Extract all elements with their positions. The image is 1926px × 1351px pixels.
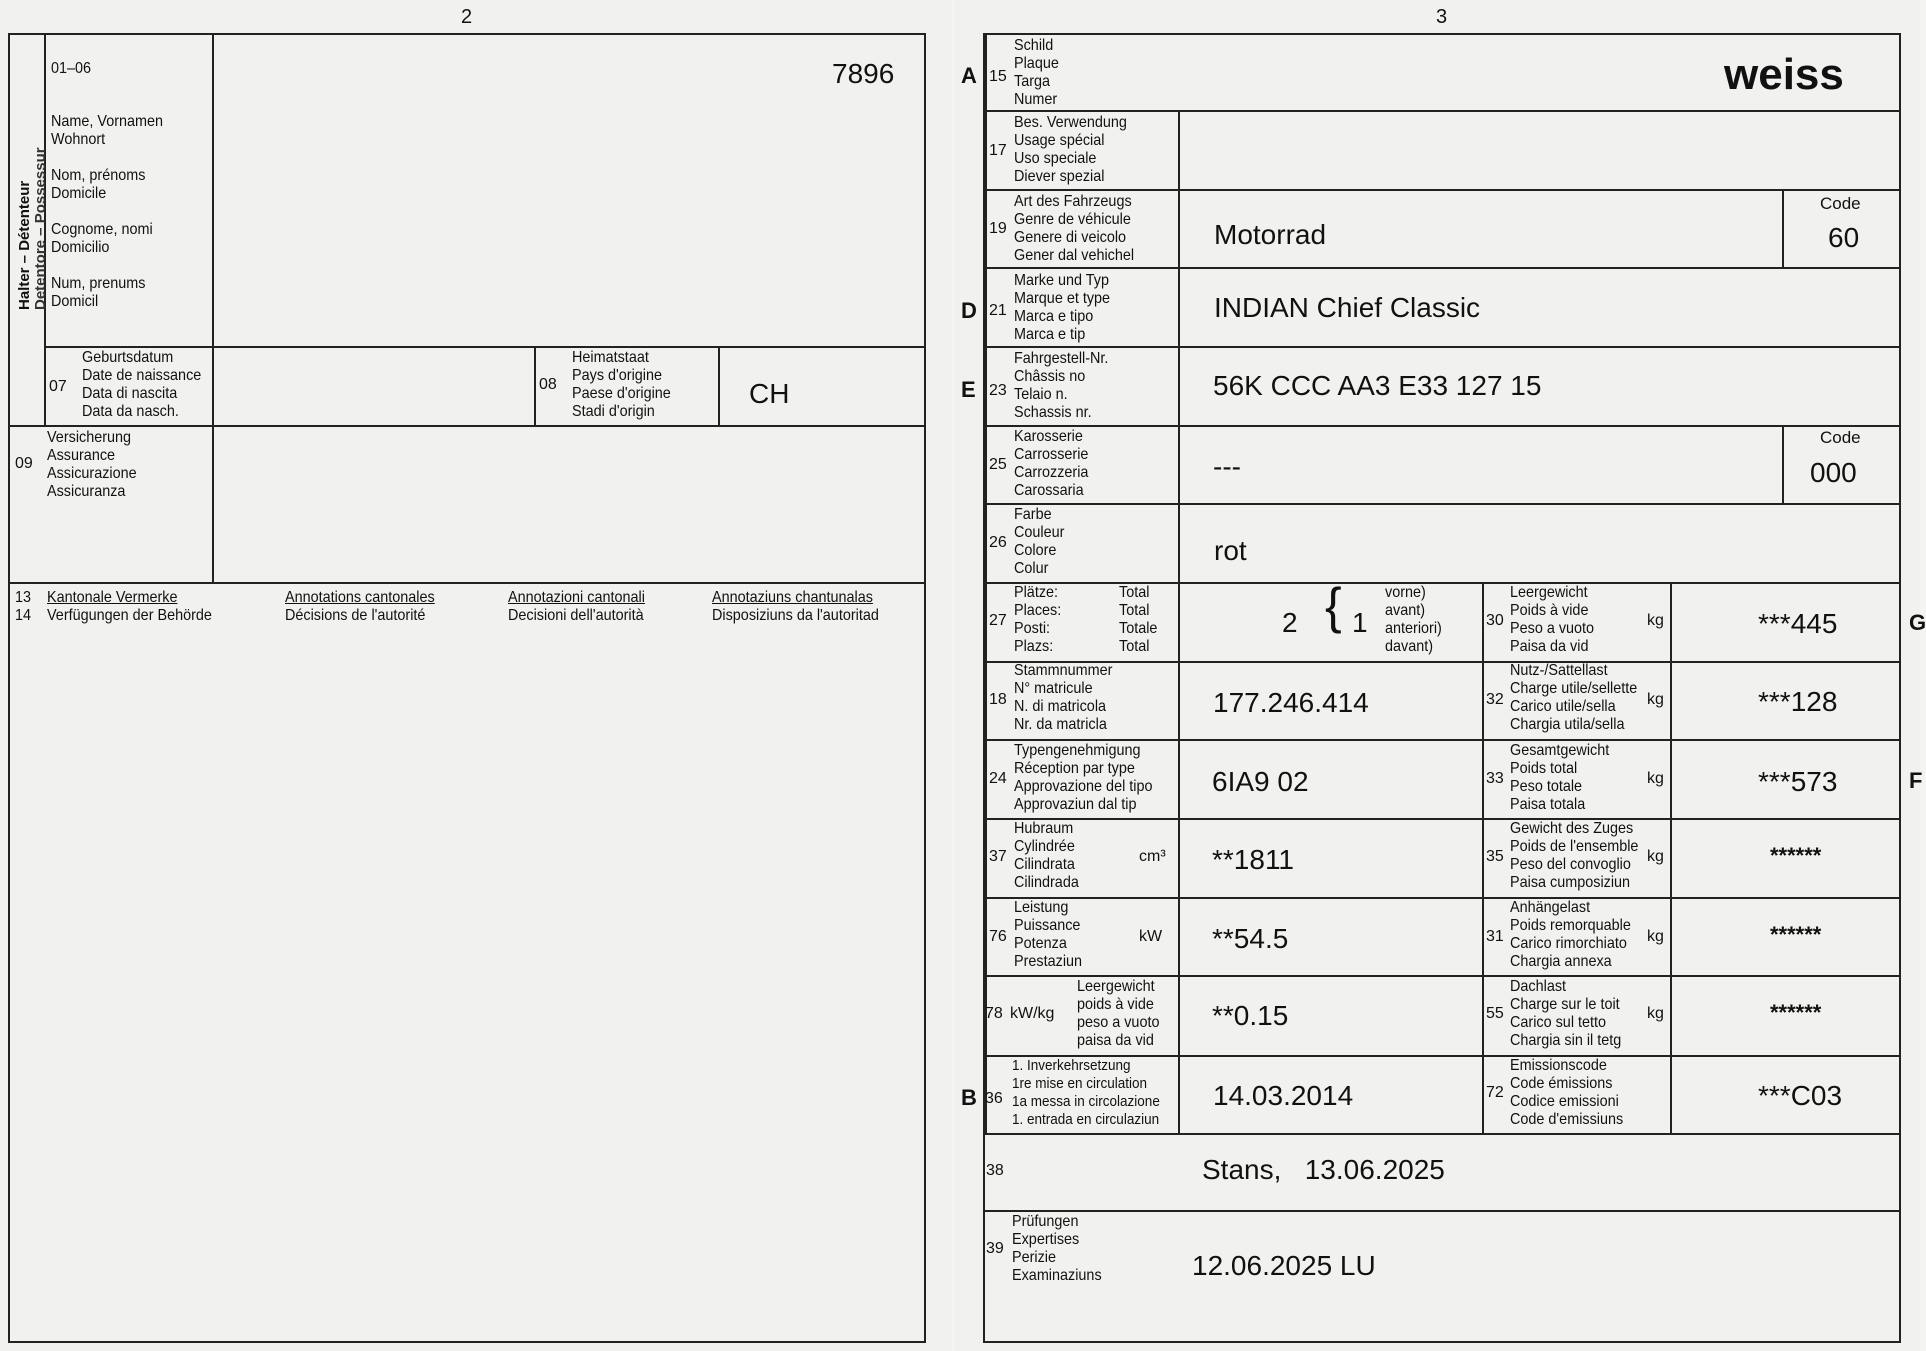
annotation-num-14: 14 — [15, 607, 32, 624]
row-letter-e: E — [961, 377, 976, 402]
frame-right — [1899, 33, 1901, 1343]
row-line — [983, 1341, 1899, 1343]
insurance-label-rm: Assicuranza — [47, 483, 126, 500]
page-number: 3 — [1436, 6, 1448, 28]
chassis-value: 56K CCC AA3 E33 127 15 — [1213, 370, 1542, 401]
right-page — [955, 0, 1926, 1351]
field-number-17: 17 — [989, 142, 1007, 159]
annotation-it-13: Annotazioni cantonali — [508, 589, 645, 606]
holder-residence-de: Wohnort — [51, 131, 106, 148]
label-column-divider — [1178, 110, 1180, 1133]
insurance-label-fr: Assurance — [47, 447, 116, 464]
birth-bottom-line — [8, 425, 926, 427]
field-number-39: 39 — [986, 1240, 1004, 1257]
power-label: Leistung Puissance Potenza Prestaziun — [1014, 899, 1083, 970]
annotation-num-13: 13 — [15, 589, 32, 606]
row-line — [983, 189, 1899, 191]
birth-label-de: Geburtsdatum — [82, 349, 174, 366]
first-registration-label: 1. Inverkehrsetzung 1re mise en circulation 1a messa in circolazione 1. entrada en circulaziun — [1012, 1057, 1160, 1128]
field-number-25: 25 — [989, 456, 1007, 473]
empty-weight-value: ***445 — [1758, 608, 1838, 639]
field-number-19: 19 — [989, 220, 1007, 237]
origin-label-de: Heimatstaat — [572, 349, 649, 366]
row-line — [983, 110, 1899, 112]
insurance-label-de: Versicherung — [47, 429, 132, 446]
annotation-de-14: Verfügungen der Behörde — [47, 607, 212, 624]
row-line — [983, 897, 1899, 899]
vehicle-type-code-label: Code — [1820, 194, 1861, 213]
vehicle-type-code: 60 — [1828, 222, 1860, 253]
field-number-38: 38 — [986, 1162, 1004, 1179]
power-weight-label: Leergewicht poids à vide peso a vuoto paisa da vid — [1077, 978, 1160, 1049]
insurance-label-it: Assicurazione — [47, 465, 137, 482]
holder-residence-it: Domicilio — [51, 239, 110, 256]
origin-label-rm: Stadi d'origin — [572, 403, 655, 420]
field-number-78: 78 — [985, 1005, 1003, 1022]
power-value: **54.5 — [1212, 923, 1289, 954]
seats-label: Plätze: Places: Posti: Plazs: — [1014, 584, 1062, 655]
origin-field-number: 08 — [539, 376, 557, 393]
left-page — [0, 0, 952, 1351]
seats-total-label: Total Total Totale Total — [1119, 584, 1158, 655]
chassis-label: Fahrgestell-Nr. Châssis no Telaio n. Schassis nr. — [1014, 350, 1109, 421]
empty-weight-label: Leergewicht Poids à vide Peso a vuoto Paisa da vid — [1510, 584, 1595, 655]
power-weight-unit: kW/kg — [1010, 1005, 1055, 1022]
row-letter-f: F — [1909, 768, 1923, 793]
body-code-label: Code — [1820, 428, 1861, 447]
roof-load-unit: kg — [1647, 1005, 1664, 1022]
inspections-value: 12.06.2025 LU — [1192, 1250, 1376, 1281]
body-code: 000 — [1810, 457, 1857, 488]
mid-column-divider — [1482, 582, 1484, 1133]
holder-name-fr: Nom, prénoms — [51, 167, 146, 184]
annotation-de-13: Kantonale Vermerke — [47, 589, 178, 606]
birth-field-number: 07 — [49, 378, 67, 395]
train-weight-label: Gewicht des Zuges Poids de l'ensemble Peso del convoglio Paisa cumposiziun — [1510, 820, 1639, 891]
field-number-21: 21 — [989, 302, 1007, 319]
row-line — [983, 425, 1899, 427]
annotation-rm-13: Annotaziuns chantunalas — [712, 589, 873, 606]
origin-divider-a — [534, 346, 536, 426]
displacement-label: Hubraum Cylindrée Cilindrata Cilindrada — [1014, 820, 1079, 891]
power-weight-value: **0.15 — [1212, 1000, 1289, 1031]
field-number-72: 72 — [1486, 1084, 1504, 1101]
master-number-value: 177.246.414 — [1213, 687, 1369, 718]
annotation-fr-14: Décisions de l'autorité — [285, 607, 426, 624]
field-number-76: 76 — [989, 928, 1007, 945]
train-weight-value: ****** — [1770, 843, 1822, 868]
field-number-35: 35 — [1486, 848, 1504, 865]
field-number-26: 26 — [989, 534, 1007, 551]
first-registration-value: 14.03.2014 — [1213, 1080, 1354, 1111]
inspections-label: Prüfungen Expertises Perizie Examinaziuns — [1012, 1213, 1102, 1284]
train-weight-unit: kg — [1647, 848, 1664, 865]
birth-label-fr: Date de naissance — [82, 367, 202, 384]
holder-residence-rm: Domicil — [51, 293, 99, 310]
issue-place-date: Stans, 13.06.2025 — [1202, 1154, 1445, 1185]
label-column-divider — [212, 33, 214, 583]
field-number-31: 31 — [1486, 928, 1504, 945]
row-line — [983, 503, 1899, 505]
emission-code-value: ***C03 — [1758, 1080, 1843, 1111]
field-number-15: 15 — [989, 68, 1007, 85]
row-line — [983, 346, 1899, 348]
origin-value: CH — [749, 378, 790, 409]
inner-left-line — [985, 33, 987, 1133]
annotation-rm-14: Disposiziuns da l'autoritad — [712, 607, 879, 624]
payload-unit: kg — [1647, 691, 1664, 708]
field-number-23: 23 — [989, 382, 1007, 399]
holder-residence-fr: Domicile — [51, 185, 107, 202]
insurance-field-number: 09 — [15, 455, 33, 472]
payload-value: ***128 — [1758, 686, 1838, 717]
holder-name-it: Cognome, nomi — [51, 221, 153, 238]
field-number-30: 30 — [1486, 612, 1504, 629]
type-approval-label: Typengenehmigung Réception par type Approvazione del tipo Approvaziun dal tip — [1014, 742, 1153, 813]
holder-name-rm: Num, prenums — [51, 275, 146, 292]
seats-front-label: vorne) avant) anteriori) davant) — [1385, 584, 1442, 655]
annotation-it-14: Decisioni dell'autorità — [508, 607, 644, 624]
total-weight-label: Gesamtgewicht Poids total Peso totale Paisa totala — [1510, 742, 1610, 813]
special-use-label: Bes. Verwendung Usage spécial Uso speciale Diever spezial — [1014, 114, 1127, 185]
empty-weight-unit: kg — [1647, 612, 1664, 629]
annotation-fr-13: Annotations cantonales — [285, 589, 435, 606]
field-number-24: 24 — [989, 770, 1007, 787]
holder-vertical-label-2: Detentore – Possessur — [32, 147, 49, 310]
birth-label-it: Data di nascita — [82, 385, 178, 402]
row-line — [983, 1210, 1899, 1212]
holder-name-de: Name, Vornamen — [51, 113, 164, 130]
displacement-value: **1811 — [1212, 844, 1295, 875]
seats-value: 2 — [1282, 607, 1298, 638]
power-unit: kW — [1139, 928, 1163, 945]
holder-field-number: 01–06 — [51, 60, 92, 77]
frame-top — [8, 33, 926, 35]
row-line — [983, 818, 1899, 820]
holder-vertical-label: Halter – Détenteur — [16, 180, 33, 310]
roof-load-label: Dachlast Charge sur le toit Carico sul tetto Chargia sin il tetg — [1510, 978, 1622, 1049]
code-divider-25 — [1782, 425, 1784, 504]
trailer-load-unit: kg — [1647, 928, 1664, 945]
field-number-32: 32 — [1486, 691, 1504, 708]
field-number-37: 37 — [989, 848, 1007, 865]
roof-load-value: ****** — [1770, 1000, 1822, 1025]
total-weight-value: ***573 — [1758, 766, 1838, 797]
type-approval-value: 6IA9 02 — [1212, 766, 1309, 797]
payload-label: Nutz-/Sattellast Charge utile/sellette Carico utile/sella Chargia utila/sella — [1510, 662, 1638, 733]
plate-label: Schild Plaque Targa Numer — [1014, 37, 1059, 108]
vehicle-type-value: Motorrad — [1214, 219, 1327, 250]
displacement-unit: cm³ — [1139, 848, 1166, 865]
frame-bottom — [8, 1341, 926, 1343]
right-value-divider — [1670, 582, 1672, 1133]
code-divider-19 — [1782, 189, 1784, 268]
vehicle-type-label: Art des Fahrzeugs Genre de véhicule Genere di veicolo Gener dal vehichel — [1014, 193, 1135, 264]
holder-bottom-line — [44, 346, 926, 348]
row-letter-d: D — [961, 298, 977, 323]
master-number-label: Stammnummer N° matricule N. di matricola Nr. da matricla — [1014, 662, 1113, 733]
field-number-18: 18 — [989, 691, 1007, 708]
holder-value: 7896 — [832, 58, 895, 89]
body-value: --- — [1213, 451, 1241, 482]
plate-value: weiss — [1724, 50, 1844, 99]
row-letter-a: A — [961, 63, 977, 88]
origin-divider-b — [718, 346, 720, 426]
row-line — [983, 661, 1899, 663]
make-type-label: Marke und Typ Marque et type Marca e tipo Marca e tip — [1014, 272, 1111, 343]
total-weight-unit: kg — [1647, 770, 1664, 787]
frame-left — [8, 33, 10, 1343]
row-line — [983, 1133, 1899, 1135]
color-label: Farbe Couleur Colore Colur — [1014, 506, 1065, 577]
seats-front-value: 1 — [1352, 607, 1368, 638]
frame-right — [924, 33, 926, 1343]
origin-label-fr: Pays d'origine — [572, 367, 662, 384]
emission-code-label: Emissionscode Code émissions Codice emissioni Code d'emissiuns — [1510, 1057, 1624, 1128]
field-number-33: 33 — [1486, 770, 1504, 787]
field-number-36: 36 — [985, 1090, 1003, 1107]
trailer-load-value: ****** — [1770, 922, 1822, 947]
field-number-55: 55 — [1486, 1005, 1504, 1022]
origin-label-it: Paese d'origine — [572, 385, 671, 402]
seats-brace-icon: { — [1325, 578, 1342, 634]
make-type-value: INDIAN Chief Classic — [1214, 292, 1481, 323]
color-value: rot — [1214, 535, 1247, 566]
field-number-27: 27 — [989, 612, 1007, 629]
row-line — [983, 267, 1899, 269]
row-line — [983, 33, 1899, 35]
row-line — [983, 975, 1899, 977]
row-letter-b: B — [961, 1085, 977, 1110]
body-label: Karosserie Carrosserie Carrozzeria Carossaria — [1014, 428, 1089, 499]
row-letter-g: G — [1909, 610, 1926, 635]
row-line — [983, 739, 1899, 741]
page-number: 2 — [461, 6, 473, 28]
insurance-bottom-line — [8, 582, 926, 584]
birth-label-rm: Data da nasch. — [82, 403, 179, 420]
trailer-load-label: Anhängelast Poids remorquable Carico rimorchiato Chargia annexa — [1510, 899, 1631, 970]
